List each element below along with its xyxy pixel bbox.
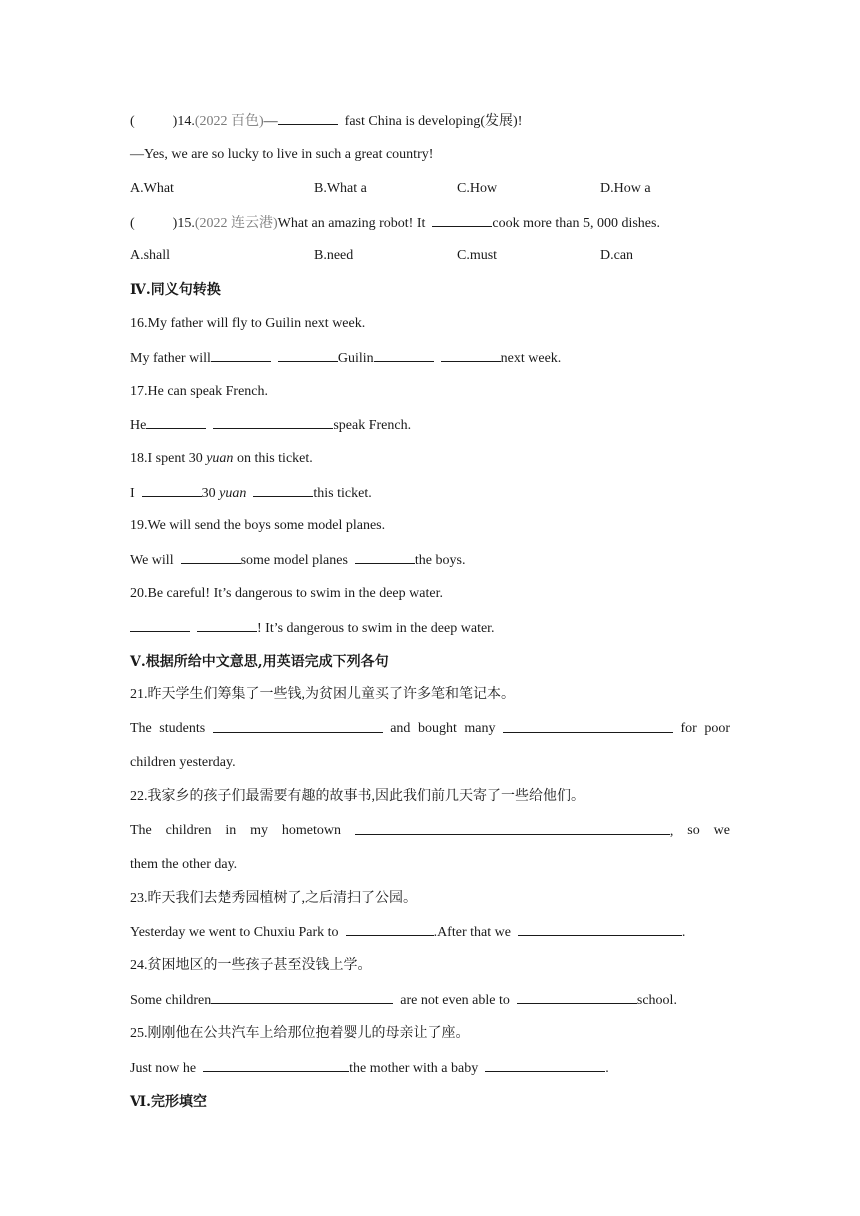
question-22-continuation: them the other day. <box>130 857 238 872</box>
question-24-chinese: 24.贫困地区的一些孩子甚至没钱上学。 <box>130 958 372 973</box>
question-21-answer: The students and bought many for poor <box>130 721 730 736</box>
question-14-reply: —Yes, we are so lucky to live in such a great country! <box>130 147 434 162</box>
answer-blank[interactable] <box>253 483 313 497</box>
answer-blank[interactable] <box>130 618 190 632</box>
question-17-sentence: 17.He can speak French. <box>130 384 269 399</box>
answer-blank[interactable] <box>485 1058 605 1072</box>
answer-blank[interactable] <box>211 990 393 1004</box>
question-15 <box>130 213 660 234</box>
question-18-answer: I 30 yuan this ticket. <box>130 483 372 504</box>
question-text: cook more than 5, 000 dishes. <box>492 216 660 231</box>
answer-blank[interactable] <box>355 821 670 835</box>
answer-blank[interactable] <box>517 990 637 1004</box>
question-22-answer: The children in my hometown , so we <box>130 823 730 839</box>
answer-paren-open: ( <box>130 114 135 129</box>
option-d: D.How a <box>600 181 651 196</box>
question-number: )15. <box>172 216 195 231</box>
answer-blank[interactable] <box>142 483 202 497</box>
option-d: D.can <box>600 248 634 263</box>
question-25-answer: Just now he the mother with a baby . <box>130 1058 609 1079</box>
question-source: (2022 百色) <box>194 114 264 129</box>
option-b: B.need <box>314 248 354 263</box>
question-20-sentence: 20.Be careful! It’s dangerous to swim in the deep water. <box>130 586 443 601</box>
question-23-answer: Yesterday we went to Chuxiu Park to .After that we . <box>130 922 685 943</box>
answer-blank[interactable] <box>197 618 257 632</box>
answer-blank[interactable] <box>441 348 501 362</box>
answer-blank[interactable] <box>203 1058 349 1072</box>
question-23-chinese: 23.昨天我们去楚秀园植树了,之后清扫了公园。 <box>130 891 417 906</box>
question-source: (2022 连云港) <box>194 216 278 231</box>
question-19-answer: We will some model planes the boys. <box>130 550 465 571</box>
answer-blank[interactable] <box>518 922 682 936</box>
answer-blank[interactable] <box>181 550 241 564</box>
question-18-sentence: 18.I spent 30 yuan on this ticket. <box>130 451 313 466</box>
question-22-chinese: 22.我家乡的孩子们最需要有趣的故事书,因此我们前几天寄了一些给他们。 <box>130 789 585 804</box>
answer-blank[interactable] <box>432 213 492 227</box>
answer-blank[interactable] <box>213 415 333 429</box>
answer-blank[interactable] <box>374 348 434 362</box>
option-c: C.must <box>457 248 498 263</box>
option-b: B.What a <box>314 181 367 196</box>
answer-blank[interactable] <box>355 550 415 564</box>
dash: — <box>263 114 278 129</box>
section-title: Ⅵ.完形填空 <box>130 1094 207 1110</box>
answer-blank[interactable] <box>211 348 271 362</box>
question-text: What an amazing robot! It <box>277 216 426 231</box>
option-a: A.shall <box>130 248 171 263</box>
question-17-answer: He speak French. <box>130 415 411 436</box>
answer-blank[interactable] <box>146 415 206 429</box>
answer-blank[interactable] <box>213 719 383 733</box>
question-16-answer: My father will Guilin next week. <box>130 348 561 369</box>
answer-blank[interactable] <box>278 111 338 125</box>
answer-blank[interactable] <box>278 348 338 362</box>
answer-blank[interactable] <box>503 719 673 733</box>
section-title: Ⅳ.同义句转换 <box>130 282 221 298</box>
answer-paren-open: ( <box>130 216 135 231</box>
answer-blank[interactable] <box>346 922 434 936</box>
question-20-answer: ! It’s dangerous to swim in the deep water. <box>130 618 495 639</box>
question-21-continuation: children yesterday. <box>130 755 236 770</box>
option-a: A.What <box>130 181 174 196</box>
section-title: Ⅴ.根据所给中文意思,用英语完成下列各句 <box>130 654 389 670</box>
question-19-sentence: 19.We will send the boys some model planes. <box>130 518 386 533</box>
question-number: )14. <box>172 114 195 129</box>
question-25-chinese: 25.刚刚他在公共汽车上给那位抱着婴儿的母亲让了座。 <box>130 1026 470 1041</box>
question-text: fast China is developing(发展)! <box>344 114 523 129</box>
question-21-chinese: 21.昨天学生们筹集了一些钱,为贫困儿童买了许多笔和笔记本。 <box>130 687 515 702</box>
question-14 <box>130 111 522 132</box>
question-24-answer: Some children are not even able to school. <box>130 990 677 1011</box>
option-c: C.How <box>457 181 498 196</box>
question-16-sentence: 16.My father will fly to Guilin next week. <box>130 316 366 331</box>
